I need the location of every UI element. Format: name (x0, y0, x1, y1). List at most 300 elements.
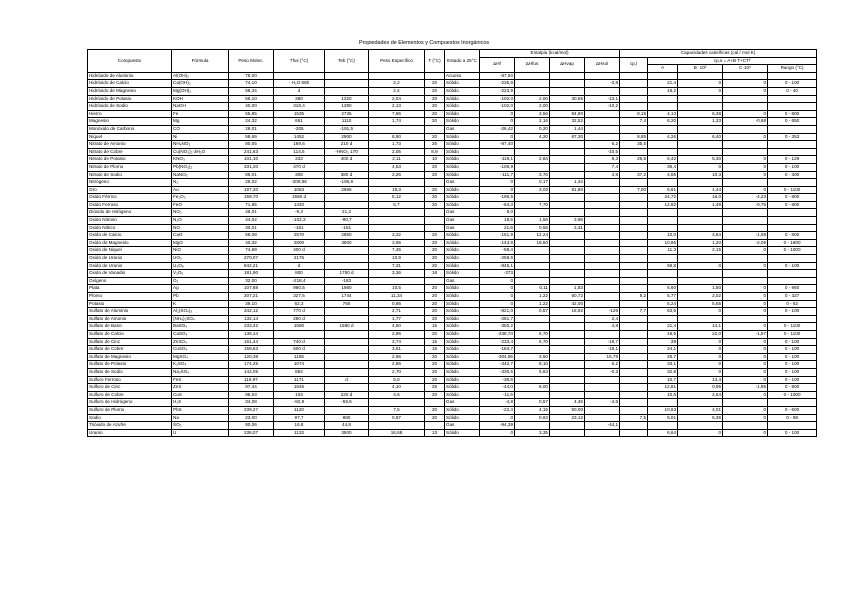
cell-dhf: -44,0 (480, 384, 515, 392)
cell-temperature: 15 (425, 338, 445, 346)
cell-compound: Sulfato de Cinc (88, 338, 172, 346)
cell-cp-range: 0 - 960 (768, 285, 817, 293)
cell-compound: Hidróxido de Potasio (88, 95, 172, 103)
cell-dhsol: -10,5 (585, 148, 620, 156)
cell-mol-weight: 56,10 (229, 95, 274, 103)
cell-mol-weight: 28,01 (229, 125, 274, 133)
cell-dhfus: 1,22 (515, 293, 550, 301)
cell-cp-range: 0 - 100 (768, 429, 817, 437)
cell-cp-a (648, 217, 678, 225)
cell-cp-b: 0 (678, 163, 723, 171)
cell-spec-weight (369, 399, 425, 407)
cell-state: Sólido (445, 110, 480, 118)
cell-mol-weight: 136,14 (229, 330, 274, 338)
cell-formula: Na₂SO₄ (172, 368, 229, 376)
cell-temperature: 15 (425, 346, 445, 354)
cell-dhfus: 1,56 (515, 217, 550, 225)
cell-mol-weight: 55,85 (229, 110, 274, 118)
cell-formula: Ni (172, 133, 229, 141)
cell-dhsol: 6,2 (585, 141, 620, 149)
cell-dhf: 19,5 (480, 217, 515, 225)
cell-dhfus (515, 247, 550, 255)
cell-state: Sólido (445, 361, 480, 369)
cell-cp-b: 1,44 (678, 186, 723, 194)
cell-cpl (620, 384, 648, 392)
cell-cp-b: 0,95 (678, 384, 723, 392)
cell-tfus: 740 d (274, 338, 325, 346)
table-row (88, 315, 817, 323)
cell-formula: KNO₃ (172, 156, 229, 164)
cell-cpl (620, 399, 648, 407)
cell-tfus: 1452 (274, 133, 325, 141)
cell-cpl (620, 285, 648, 293)
cell-cp-a: 10,63 (648, 406, 678, 414)
cell-tfus: -218,4 (274, 277, 325, 285)
cell-tfus: -161 (274, 224, 325, 232)
cell-teb (325, 346, 369, 354)
cell-cp-c (723, 209, 768, 217)
cell-cp-a (648, 399, 678, 407)
cell-spec-weight: 7,45 (369, 247, 425, 255)
header-mol-weight: Peso Molec. (229, 50, 274, 73)
cell-state: Sólido (445, 429, 480, 437)
cell-dhvap: 42,00 (550, 300, 585, 308)
cell-mol-weight: 238,07 (229, 429, 274, 437)
cell-cpl (620, 391, 648, 399)
cell-teb: -59,6 (325, 399, 369, 407)
cell-teb: 1950 (325, 285, 369, 293)
cell-temperature: 20 (425, 171, 445, 179)
cell-dhf: -94,39 (480, 422, 515, 430)
cell-cpl (620, 232, 648, 240)
cell-cp-range: 0 - 600 (768, 406, 817, 414)
cell-dhvap (550, 277, 585, 285)
cell-teb: 2735 (325, 110, 369, 118)
cell-dhvap (550, 376, 585, 384)
cell-mol-weight: 241,63 (229, 148, 274, 156)
cell-spec-weight: 0,97 (369, 414, 425, 422)
cell-mol-weight: 120,38 (229, 353, 274, 361)
cell-dhfus: 4,15 (515, 406, 550, 414)
cell-compound: Nitrato de Amonio (88, 141, 172, 149)
cell-temperature (425, 224, 445, 232)
cell-compound: Dióxido de nitrógeno (88, 209, 172, 217)
cell-cp-c (723, 255, 768, 263)
cell-dhfus: 6,70 (515, 330, 550, 338)
cell-mol-weight: 161,44 (229, 338, 274, 346)
cell-dhsol (585, 270, 620, 278)
cell-cp-c: 0 (723, 323, 768, 331)
cell-dhvap (550, 148, 585, 156)
cell-dhsol: -0,3 (585, 368, 620, 376)
table-row (88, 232, 817, 240)
cell-compound: Uranio (88, 429, 172, 437)
cell-state: Sólido (445, 262, 480, 270)
cell-dhf: -102,0 (480, 95, 515, 103)
cell-cp-a: 32,8 (648, 368, 678, 376)
cell-cp-b (678, 95, 723, 103)
cell-teb: 220 d (325, 391, 369, 399)
cell-compound: Nitrato de Cobre (88, 148, 172, 156)
cell-cpl: 35,5 (620, 141, 648, 149)
cell-cpl (620, 330, 648, 338)
cell-cp-c: -1,57 (723, 330, 768, 338)
cell-cp-a (648, 270, 678, 278)
cell-dhsol (585, 201, 620, 209)
cell-temperature: 13 (425, 429, 445, 437)
cell-state: Sólido (445, 293, 480, 301)
table-row (88, 330, 817, 338)
cell-cpl (620, 300, 648, 308)
cell-compound: Hierro (88, 110, 172, 118)
header-range: Rango (°C) (768, 65, 817, 73)
cell-cp-b: 0 (678, 361, 723, 369)
cell-compound: Nitrato de Plomo (88, 163, 172, 171)
cell-spec-weight: 2,66 (369, 361, 425, 369)
cell-dhf: 0 (480, 110, 515, 118)
cell-cpl: 8,85 (620, 133, 648, 141)
cell-tfus: 114,5 (274, 148, 325, 156)
cell-cp-b (678, 148, 723, 156)
cell-cp-range: 0 - 300 (768, 171, 817, 179)
cell-cp-range: 0 - 650 (768, 118, 817, 126)
cell-dhf: 0 (480, 186, 515, 194)
cell-cp-b (678, 217, 723, 225)
cell-mol-weight: 342,12 (229, 308, 274, 316)
cell-cp-c (723, 148, 768, 156)
header-formula: Fórmula (172, 50, 229, 73)
cell-tfus: 600 d (274, 346, 325, 354)
cell-state: Sólido (445, 338, 480, 346)
cell-cpl (620, 368, 648, 376)
cell-spec-weight (369, 217, 425, 225)
cell-cp-c: 0 (723, 163, 768, 171)
cell-cp-c: 0 (723, 247, 768, 255)
cell-cp-c: 0 (723, 300, 768, 308)
cell-dhsol: 4,8 (585, 171, 620, 179)
cell-state: Sólido (445, 315, 480, 323)
table-row (88, 323, 817, 331)
cell-state: Gas (445, 125, 480, 133)
cell-mol-weight: 142,05 (229, 368, 274, 376)
cell-cp-a: 6,42 (648, 156, 678, 164)
cell-mol-weight: 197,20 (229, 186, 274, 194)
table-row (88, 239, 817, 247)
cell-cp-a: 4,13 (648, 110, 678, 118)
cell-cp-a: 33,1 (648, 361, 678, 369)
cell-cp-c: 0 (723, 391, 768, 399)
cell-formula: NO₂ (172, 209, 229, 217)
cell-mol-weight: 181,90 (229, 270, 274, 278)
cell-cp-b: 22,0 (678, 330, 723, 338)
cell-spec-weight: 7,31 (369, 262, 425, 270)
table-row (88, 406, 817, 414)
cell-cp-a (648, 125, 678, 133)
table-row (88, 262, 817, 270)
cell-formula: K₂SO₄ (172, 361, 229, 369)
cell-dhfus: 3,76 (515, 171, 550, 179)
cell-cp-b: 2,02 (678, 293, 723, 301)
cell-dhvap: 50,00 (550, 406, 585, 414)
header-cp-formula: cp,s = A+B T+CT² (648, 57, 817, 65)
cell-dhfus: 0,11 (515, 285, 550, 293)
cell-state: Sólido (445, 186, 480, 194)
cell-state: Sólido (445, 368, 480, 376)
cell-cpl (620, 270, 648, 278)
cell-cp-c (723, 179, 768, 187)
cell-cp-b (678, 209, 723, 217)
cell-dhsol (585, 247, 620, 255)
cell-dhsol (585, 179, 620, 187)
cell-temperature: 15 (425, 323, 445, 331)
table-row (88, 293, 817, 301)
cell-dhvap (550, 323, 585, 331)
cell-dhf: 0 (480, 133, 515, 141)
table-row (88, 118, 817, 126)
cell-compound: Sulfuro de Hidrógeno (88, 399, 172, 407)
cell-state: Sólido (445, 87, 480, 95)
cell-dhf: -233,4 (480, 338, 515, 346)
cell-tfus: 651 (274, 118, 325, 126)
cell-temperature: 20 (425, 118, 445, 126)
cell-temperature: 20 (425, 87, 445, 95)
cell-compound: Niquel (88, 133, 172, 141)
cell-temperature (425, 125, 445, 133)
cell-cp-a: 4,26 (648, 133, 678, 141)
cell-dhf: -143,8 (480, 239, 515, 247)
cell-dhvap (550, 361, 585, 369)
cell-cp-b: 4,84 (678, 232, 723, 240)
cell-cp-b (678, 315, 723, 323)
cell-dhvap (550, 141, 585, 149)
cell-cp-b: 1,50 (678, 285, 723, 293)
cell-temperature: 20 (425, 80, 445, 88)
cell-dhfus (515, 323, 550, 331)
cell-temperature: 20 (425, 376, 445, 384)
cell-cp-b: 6,40 (678, 133, 723, 141)
cell-dhf: -102,0 (480, 103, 515, 111)
cell-temperature: 18 (425, 270, 445, 278)
cell-formula: CO (172, 125, 229, 133)
cell-formula: NH₄NO₃ (172, 141, 229, 149)
cell-dhsol: 2,4 (585, 315, 620, 323)
cell-spec-weight: 2,05 (369, 148, 425, 156)
cell-cpl: 7,7 (620, 308, 648, 316)
cell-cp-range (768, 125, 817, 133)
cell-cp-a: 6,64 (648, 429, 678, 437)
cell-compound: Oxido Férrico (88, 194, 172, 202)
cell-dhsol (585, 255, 620, 263)
cell-dhfus: 1,22 (515, 300, 550, 308)
cell-dhsol: 4,8 (585, 323, 620, 331)
cell-cpl (620, 376, 648, 384)
cell-state: Sólido (445, 247, 480, 255)
cell-dhf: -373 (480, 270, 515, 278)
cell-dhf: 0 (480, 429, 515, 437)
cell-formula: FeO (172, 201, 229, 209)
cell-cp-a: 5,60 (648, 285, 678, 293)
cell-tfus: -102,3 (274, 217, 325, 225)
cell-state: Sólido (445, 330, 480, 338)
header-dhsol: ΔHsol (585, 57, 620, 72)
cell-tfus: 62,3 (274, 300, 325, 308)
cell-spec-weight: 2,70 (369, 368, 425, 376)
cell-dhf: 0 (480, 414, 515, 422)
header-teb: Teb (°C) (325, 50, 369, 73)
cell-dhvap (550, 232, 585, 240)
table-row (88, 414, 817, 422)
cell-teb: 1320 (325, 95, 369, 103)
cell-state: Sólido (445, 163, 480, 171)
cell-dhsol (585, 285, 620, 293)
cell-tfus: 2176 (274, 255, 325, 263)
cell-dhsol (585, 72, 620, 80)
cell-teb: 400 d (325, 156, 369, 164)
cell-temperature (425, 209, 445, 217)
cell-dhf: -845,1 (480, 262, 515, 270)
cell-dhsol (585, 300, 620, 308)
cell-state: Gas (445, 224, 480, 232)
cell-dhsol (585, 194, 620, 202)
cell-state: Gas (445, 179, 480, 187)
cell-spec-weight: 2,04 (369, 95, 425, 103)
cell-mol-weight: 270,07 (229, 255, 274, 263)
cell-compound: Plata (88, 285, 172, 293)
cell-compound: Trióxido de Azufre (88, 422, 172, 430)
cell-teb: -HNO₃ 170 (325, 148, 369, 156)
cell-dhf: 0 (480, 179, 515, 187)
cell-compound: Sulfuro de Cobre (88, 391, 172, 399)
cell-cp-b: 5,30 (678, 156, 723, 164)
cell-dhfus (515, 346, 550, 354)
cell-mol-weight: 56,08 (229, 232, 274, 240)
cell-dhfus: 5,83 (515, 368, 550, 376)
cell-dhsol (585, 186, 620, 194)
cell-dhf: -58,4 (480, 247, 515, 255)
cell-temperature: 20 (425, 293, 445, 301)
cell-teb (325, 368, 369, 376)
cell-cp-range (768, 277, 817, 285)
cell-cp-c: 0 (723, 156, 768, 164)
cell-cp-range (768, 399, 817, 407)
cell-cp-c: 0 (723, 414, 768, 422)
cell-cp-b: 0 (678, 429, 723, 437)
cell-cp-a: 24,72 (648, 194, 678, 202)
cell-teb: 880 (325, 414, 369, 422)
cell-cp-a: 21,4 (648, 80, 678, 88)
cell-dhf: -184,7 (480, 346, 515, 354)
cell-dhf: -235,8 (480, 80, 515, 88)
cell-teb: 1390 (325, 103, 369, 111)
cell-cp-range (768, 315, 817, 323)
cell-state: Sólido (445, 391, 480, 399)
table-row (88, 171, 817, 179)
cell-dhfus (515, 72, 550, 80)
cell-compound: Sulfato de Amonio (88, 315, 172, 323)
cell-dhvap (550, 201, 585, 209)
cell-cp-a (648, 95, 678, 103)
cell-compound: Sulfato de Sodio (88, 368, 172, 376)
cell-cp-a (648, 209, 678, 217)
cell-dhsol: -10,2 (585, 103, 620, 111)
header-tfus: Tfus (°C) (274, 50, 325, 73)
table-row (88, 179, 817, 187)
cell-teb (325, 194, 369, 202)
cell-formula: (NH₄)₂SO₄ (172, 315, 229, 323)
cell-dhf: -821,0 (480, 308, 515, 316)
cell-spec-weight: 4,10 (369, 384, 425, 392)
cell-teb (325, 72, 369, 80)
cell-dhfus: 3,50 (515, 353, 550, 361)
cell-teb (325, 338, 369, 346)
cell-dhfus: 0,55 (515, 224, 550, 232)
cell-dhvap (550, 330, 585, 338)
cell-teb: -195,8 (325, 179, 369, 187)
cell-state: Sólido (445, 353, 480, 361)
cell-formula: N₂ (172, 179, 229, 187)
cell-spec-weight: 3,74 (369, 338, 425, 346)
cell-tfus: 1171 (274, 376, 325, 384)
cell-spec-weight (369, 179, 425, 187)
cell-temperature: 20 (425, 186, 445, 194)
cell-dhsol (585, 110, 620, 118)
table-row (88, 156, 817, 164)
cell-tfus: d (274, 262, 325, 270)
cell-cpl (620, 247, 648, 255)
cell-dhsol (585, 406, 620, 414)
cell-formula: Na (172, 414, 229, 422)
cell-teb (325, 247, 369, 255)
cell-compound: Sulfato de Potasio (88, 361, 172, 369)
cell-cp-a (648, 72, 678, 80)
cell-compound: Oxido de Uranio (88, 262, 172, 270)
cell-state: Sólido (445, 133, 480, 141)
cell-dhsol (585, 125, 620, 133)
table-row (88, 429, 817, 437)
cell-cp-c (723, 72, 768, 80)
table-row (88, 80, 817, 88)
cell-formula: CuS (172, 391, 229, 399)
cell-dhfus (515, 255, 550, 263)
cell-temperature: 25 (425, 384, 445, 392)
cell-cpl (620, 209, 648, 217)
cell-spec-weight: 3,61 (369, 346, 425, 354)
cell-cpl (620, 361, 648, 369)
cell-cp-c: -4,23 (723, 194, 768, 202)
cell-cp-a: 21,4 (648, 323, 678, 331)
cell-formula: NiO (172, 247, 229, 255)
cell-teb: 1110 (325, 118, 369, 126)
cell-teb: 2900 (325, 133, 369, 141)
cell-formula: Au (172, 186, 229, 194)
cell-cp-range (768, 103, 817, 111)
cell-tfus: -82,9 (274, 399, 325, 407)
cell-state: Sólido (445, 323, 480, 331)
cell-state: Sólido (445, 103, 480, 111)
cell-mol-weight: 24,32 (229, 118, 274, 126)
cell-formula: CaSO₄ (172, 330, 229, 338)
cell-cpl: 37,2 (620, 171, 648, 179)
cell-mol-weight: 80,05 (229, 141, 274, 149)
cell-cp-c: 0 (723, 186, 768, 194)
cell-cp-c: 0 (723, 406, 768, 414)
cell-cp-range: 0 - 1800 (768, 239, 817, 247)
cell-compound: Potasio (88, 300, 172, 308)
cell-dhf: -111,7 (480, 171, 515, 179)
cell-formula: FeS (172, 376, 229, 384)
cell-tfus: 400 d (274, 247, 325, 255)
header-cpl: cp,l (620, 57, 648, 72)
